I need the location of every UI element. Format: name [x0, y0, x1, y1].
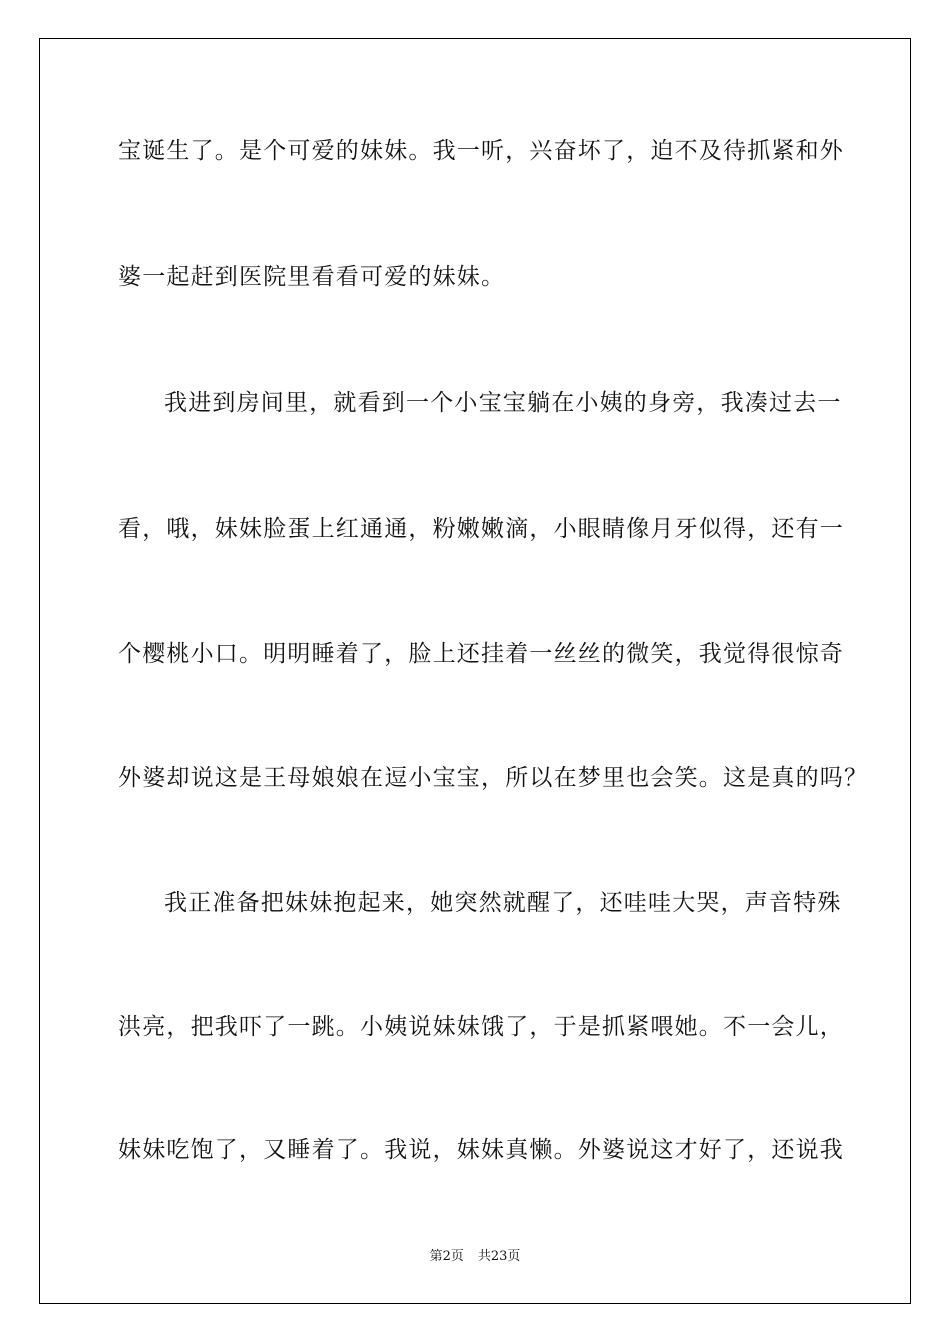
page-border	[39, 38, 911, 1304]
text-line: 看，哦，妹妹脸蛋上红通通，粉嫩嫩滴，小眼睛像月牙似得，还有一	[118, 516, 844, 542]
paragraph-start-line: 我正准备把妹妹抱起来，她突然就醒了，还哇哇大哭，声音特殊	[164, 890, 842, 916]
text-line: 妹妹吃饱了，又睡着了。我说，妹妹真懒。外婆说这才好了，还说我	[118, 1137, 844, 1163]
page-total: 共23页	[477, 1249, 521, 1264]
text-line: 婆一起赶到医院里看看可爱的妹妹。	[118, 264, 506, 290]
text-line: 宝诞生了。是个可爱的妹妹。我一听，兴奋坏了，迫不及待抓紧和外	[118, 138, 844, 164]
text-line: 个樱桃小口。明明睡着了，脸上还挂着一丝丝的微笑，我觉得很惊奇	[118, 641, 844, 667]
paragraph-start-line: 我进到房间里，就看到一个小宝宝躺在小姨的身旁，我凑过去一	[164, 390, 842, 416]
page-number: 第2页	[429, 1249, 464, 1264]
page-footer	[0, 1248, 950, 1266]
text-line: 外婆却说这是王母娘娘在逗小宝宝，所以在梦里也会笑。这是真的吗？	[118, 765, 869, 791]
text-line: 洪亮，把我吓了一跳。小姨说妹妹饿了，于是抓紧喂她。不一会儿，	[118, 1014, 844, 1040]
